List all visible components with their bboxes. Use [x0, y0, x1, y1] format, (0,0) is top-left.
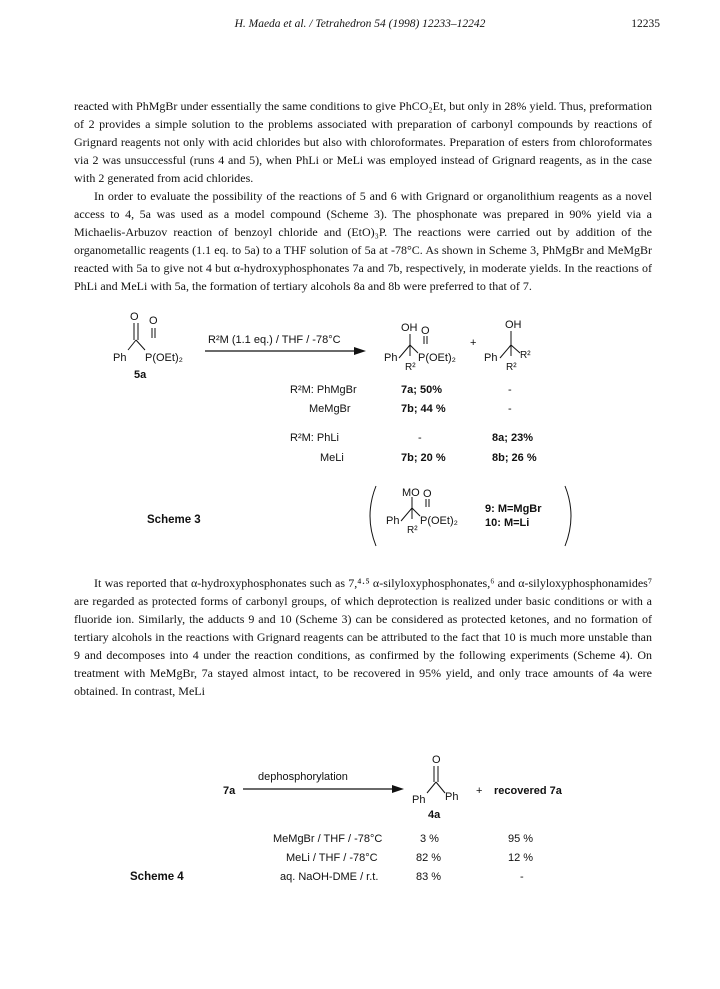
s4-ketone-o: O — [432, 754, 441, 766]
inter-10: 10: M=Li — [485, 517, 530, 529]
s3-row4-p7: 7b; 20 % — [401, 452, 446, 464]
paragraph-2: In order to evaluate the possibility of the reactions of 5 and 6 with Grignard or organolithium reagents as a novel access to 4, 5a was used as a model compound (Scheme 3). The phosphonate was prepared in 90% yield via a Michaelis-Arbuzov reaction of benzoyl chloride and (EtO)₃P. The reactions were carried out by addition of the organometallic reagents (1.1 eq. to 5a) to a THF solution of 5a at -78°C. As shown in Scheme 3, PhMgBr and MeMgBr reacted with 5a to give not 4 but α-hydroxyphosphonates 7a and 7b, respectively, in moderate yields. In the reactions of PhLi and MeLi with 5a, the formation of tertiary alcohols 8a and 8b were preferred to that of 7. — [74, 189, 652, 293]
s4-row1-rec: 95 % — [508, 833, 534, 845]
p7-ph: Ph — [384, 352, 398, 364]
p8-oh: OH — [505, 319, 522, 331]
inter-ph: Ph — [386, 515, 400, 527]
s3-row2-reagent: MeMgBr — [309, 403, 351, 415]
s4-reagent: dephosphorylation — [258, 771, 348, 783]
s4-row1-4a: 3 % — [420, 833, 439, 845]
s3-row3-p8: 8a; 23% — [492, 432, 533, 444]
sm-phosphoryl-o: O — [149, 315, 158, 327]
p7-poet: P(OEt)₂ — [418, 352, 456, 364]
s4-row2-cond: MeLi / THF / -78°C — [286, 852, 378, 864]
s4-row3-4a: 83 % — [416, 871, 442, 883]
p7-r2: R² — [405, 362, 416, 373]
page-number: 12235 — [631, 18, 660, 30]
s4-ph-right: Ph — [445, 791, 459, 803]
paragraph-3: It was reported that α-hydroxyphosphonates such as 7,⁴·⁵ α-silyloxyphosphonates,⁶ and α-silyloxyphosphonamides⁷ are regarded as protected forms of carbonyl groups, of which deprotection is realized under basic conditions or with a fluoride ion. Similarly, the adducts 9 and 10 (Scheme 3) can be considered as protected ketones, and no formation of tertiary alcohols in the reactions with Grignard reagents can be attributed to the fact that 10 is much more unstable than 9 and decomposes into 4 under the reaction conditions, as confirmed by the following experiments (Scheme 4). On treatment with MeMgBr, 7a stayed almost intact, to be recovered in 95% yield, and only trace amounts of 4a were obtained. In contrast, MeLi — [74, 576, 652, 698]
running-title: H. Maeda et al. / Tetrahedron 54 (1998) 12233–12242 — [234, 18, 486, 30]
s3-row1-p8: - — [508, 384, 512, 396]
inter-9: 9: M=MgBr — [485, 503, 542, 515]
p8-r2-bottom: R² — [506, 362, 517, 373]
inter-mo: MO — [402, 487, 420, 499]
inter-r2: R² — [407, 525, 418, 536]
scheme-4-label: Scheme 4 — [130, 871, 184, 883]
scheme-3-label: Scheme 3 — [147, 514, 201, 526]
p8-ph: Ph — [484, 352, 498, 364]
s3-row4-reagent: MeLi — [320, 452, 344, 464]
s3-row2-p8: - — [508, 403, 512, 415]
paragraph-1: reacted with PhMgBr under essentially the same conditions to give PhCO₂Et, but only in 28% yield. Thus, preformation of 2 provides a simple solution to the problems associated with preparation of carbonyl compounds by reactions of Grignard reagents not only with acid chlorides but also with chloroformates. Preparation of esters from chloroformates via 2 was unsuccessful (runs 4 and 5), when PhLi or MeLi was employed instead of Grignard reagents, as in the case with 2 generated from acid chlorides. — [74, 99, 652, 185]
s4-recovered: recovered 7a — [494, 785, 562, 797]
sm-carbonyl-o: O — [130, 311, 139, 323]
s3-row1-p7: 7a; 50% — [401, 384, 442, 396]
s4-row2-rec: 12 % — [508, 852, 534, 864]
inter-o: O — [423, 488, 432, 500]
s3-row1-reagent: R²M: PhMgBr — [290, 384, 357, 396]
s3-row4-p8: 8b; 26 % — [492, 452, 537, 464]
p8-r2-right: R² — [520, 350, 531, 361]
s4-row2-4a: 82 % — [416, 852, 442, 864]
sm-ph: Ph — [113, 352, 127, 364]
s4-sm: 7a — [223, 785, 236, 797]
s3-row2-p7: 7b; 44 % — [401, 403, 446, 415]
s4-ph-left: Ph — [412, 794, 426, 806]
s4-row3-cond: aq. NaOH-DME / r.t. — [280, 871, 379, 883]
s3-row3-reagent: R²M: PhLi — [290, 432, 339, 444]
inter-poet: P(OEt)₂ — [420, 515, 458, 527]
s4-row3-rec: - — [520, 871, 524, 883]
p7-oh: OH — [401, 322, 418, 334]
s3-row3-p7: - — [418, 432, 422, 444]
s4-product-label: 4a — [428, 809, 441, 821]
sm-poet: P(OEt)₂ — [145, 352, 183, 364]
scheme3-reagent: R²M (1.1 eq.) / THF / -78°C — [208, 334, 341, 346]
s4-plus: + — [476, 785, 483, 797]
s4-row1-cond: MeMgBr / THF / -78°C — [273, 833, 383, 845]
plus-sign: + — [470, 337, 477, 349]
sm-label: 5a — [134, 369, 147, 381]
p7-o: O — [421, 325, 430, 337]
